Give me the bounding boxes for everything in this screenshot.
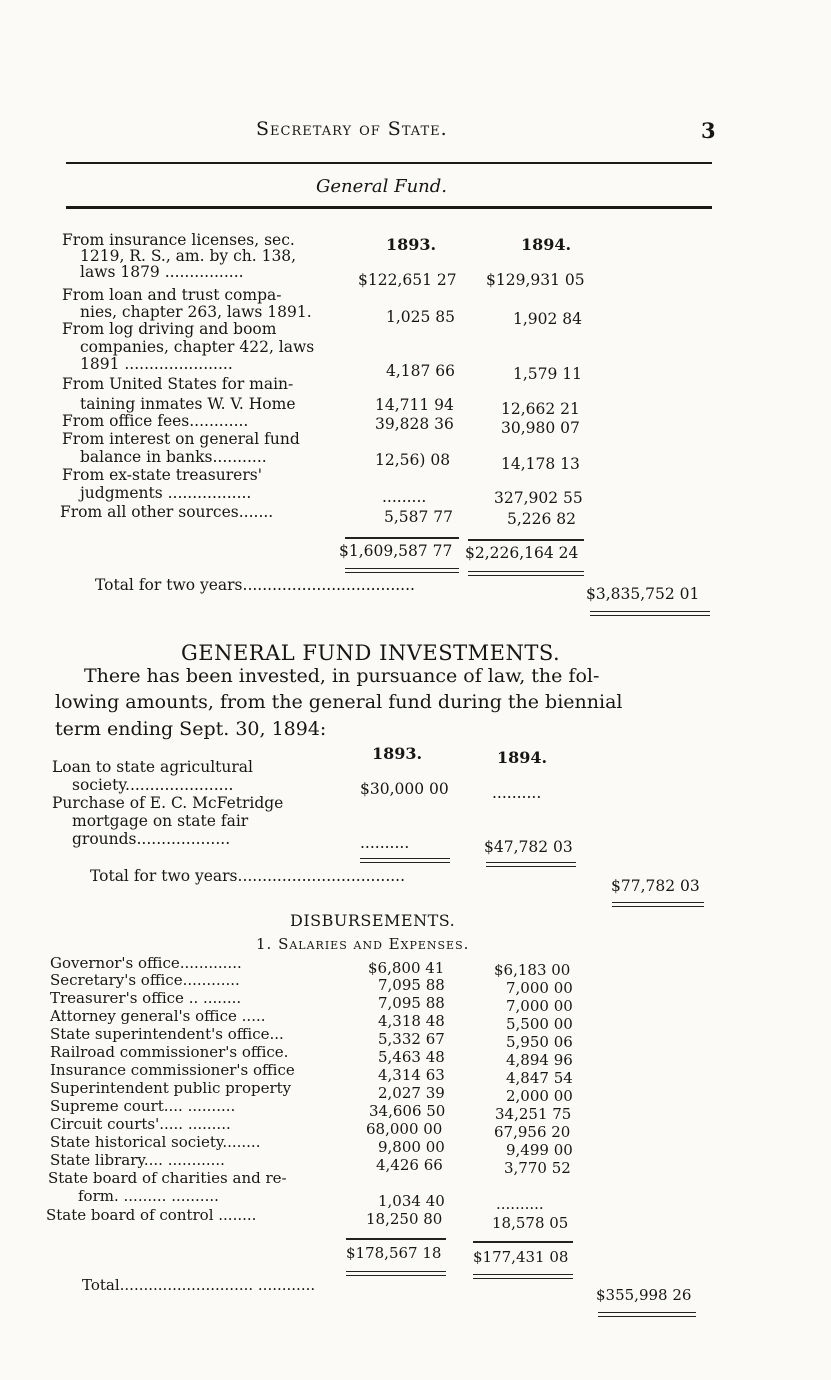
investment-row-label: Loan to state agricultural	[52, 758, 253, 776]
disbursement-value-1893: 5,463 48	[378, 1048, 445, 1066]
disbursement-value-1894: 7,000 00	[506, 997, 573, 1015]
disbursement-value-1893: 4,318 48	[378, 1012, 445, 1030]
investment-double-rule-1893	[360, 858, 450, 863]
fund-row-label: laws 1879 ................	[80, 263, 244, 281]
fund-row-label: From interest on general fund	[62, 430, 300, 448]
disbursement-row-label: State board of control ........	[46, 1206, 257, 1224]
investment-value-1893: $30,000 00	[360, 780, 449, 798]
fund-value-1893: .........	[382, 488, 427, 506]
disbursement-subtotal-rule-1894	[473, 1241, 573, 1243]
investments-total-value: $77,782 03	[611, 877, 700, 895]
disbursements-heading: DISBURSEMENTS.	[290, 911, 456, 930]
fund-row-label: From ex-state treasurers'	[62, 466, 262, 484]
grand-total-label: Total for two years...................................	[95, 576, 415, 594]
disbursement-value-1893: 18,250 80	[366, 1210, 443, 1228]
disbursement-value-1893: 7,095 88	[378, 994, 445, 1012]
disbursement-double-rule-1893	[346, 1271, 446, 1276]
grand-total-double-rule	[590, 611, 710, 616]
disbursements-total-double-rule	[598, 1312, 696, 1317]
disbursement-row-label: Circuit courts'..... .........	[50, 1115, 231, 1133]
fund-row-label: From office fees............	[62, 412, 249, 430]
fund-row-label: 1891 ......................	[80, 355, 233, 373]
fund-value-1894: 327,902 55	[494, 489, 583, 507]
fund-value-1894: 5,226 82	[507, 510, 577, 528]
disbursement-value-1894: 34,251 75	[495, 1105, 572, 1123]
fund-value-1893: 4,187 66	[386, 362, 456, 380]
fund-total-1894: $2,226,164 24	[465, 544, 579, 562]
investment-row-label: society......................	[72, 776, 234, 794]
year-1894-header: 1894.	[521, 235, 572, 254]
investment-value-1893: ..........	[360, 834, 410, 852]
year-1893-header: 1893.	[386, 235, 437, 254]
page-header-title: Secretary of State.	[256, 118, 448, 140]
disbursement-value-1893: 34,606 50	[369, 1102, 446, 1120]
investments-total-label: Total for two years..................................	[90, 867, 406, 885]
investment-row-label: Purchase of E. C. McFetridge	[52, 794, 284, 812]
disbursement-value-1893: 68,000 00	[366, 1120, 443, 1138]
disbursement-value-1894: 18,578 05	[492, 1214, 569, 1232]
disbursement-value-1894: 4,894 96	[506, 1051, 573, 1069]
total-double-rule-1894	[468, 571, 584, 576]
disbursement-value-1894: 9,499 00	[506, 1141, 573, 1159]
fund-value-1893: 12,56) 08	[375, 451, 451, 469]
investments-heading: GENERAL FUND INVESTMENTS.	[181, 641, 561, 665]
fund-row-label: From loan and trust compa-	[62, 286, 282, 304]
disbursement-row-label: Secretary's office............	[50, 971, 240, 989]
disbursement-value-1893: 5,332 67	[378, 1030, 445, 1048]
investment-value-1894: ..........	[492, 784, 542, 802]
subtotal-rule-1893	[345, 537, 459, 539]
investments-year-1894: 1894.	[497, 748, 548, 767]
disbursement-value-1893: 4,314 63	[378, 1066, 445, 1084]
disbursement-total-1894: $177,431 08	[473, 1248, 569, 1266]
disbursement-value-1894: 7,000 00	[506, 979, 573, 997]
disbursement-value-1893: 7,095 88	[378, 976, 445, 994]
disbursement-row-label: Treasurer's office .. ........	[50, 989, 242, 1007]
investments-paragraph-line: lowing amounts, from the general fund during the biennial	[55, 691, 623, 713]
fund-row-label: taining inmates W. V. Home	[80, 395, 296, 413]
disbursement-value-1894: 5,500 00	[506, 1015, 573, 1033]
investments-total-double-rule	[612, 902, 704, 907]
disbursement-row-label: form. ......... ..........	[78, 1187, 219, 1205]
disbursement-row-label: Supreme court.... ..........	[50, 1097, 236, 1115]
grand-total-value: $3,835,752 01	[586, 585, 700, 603]
fund-row-label: From all other sources.......	[60, 503, 274, 521]
fund-row-label: judgments .................	[80, 484, 252, 502]
fund-row-label: From insurance licenses, sec.	[62, 231, 295, 249]
general-fund-heading: General Fund.	[316, 176, 448, 197]
investment-row-label: grounds...................	[72, 830, 231, 848]
fund-value-1893: 1,025 85	[386, 308, 456, 326]
fund-value-1894: 12,662 21	[501, 400, 580, 418]
disbursement-total-1893: $178,567 18	[346, 1244, 442, 1262]
page-number: 3	[701, 118, 716, 143]
fund-total-1893: $1,609,587 77	[339, 542, 453, 560]
disbursement-value-1893: 4,426 66	[376, 1156, 443, 1174]
disbursements-total-label: Total............................ ............	[82, 1276, 316, 1294]
disbursement-row-label: State historical society........	[50, 1133, 261, 1151]
investment-value-1894: $47,782 03	[484, 838, 573, 856]
disbursement-double-rule-1894	[473, 1274, 573, 1279]
disbursement-value-1893: 9,800 00	[378, 1138, 445, 1156]
fund-row-label: 1219, R. S., am. by ch. 138,	[80, 247, 297, 265]
disbursement-value-1893: $6,800 41	[368, 959, 445, 977]
fund-value-1894: 1,902 84	[513, 310, 583, 328]
fund-value-1894: $129,931 05	[486, 271, 585, 289]
fund-value-1893: $122,651 27	[358, 271, 457, 289]
disbursement-value-1893: 2,027 39	[378, 1084, 445, 1102]
disbursement-value-1893: 1,034 40	[378, 1192, 445, 1210]
investments-year-1893: 1893.	[372, 744, 423, 763]
header-rule-bottom	[66, 206, 712, 209]
disbursement-row-label: Superintendent public property	[50, 1079, 292, 1097]
fund-value-1893: 39,828 36	[375, 415, 454, 433]
header-rule-top	[66, 162, 712, 164]
disbursement-value-1894: 3,770 52	[504, 1159, 571, 1177]
fund-row-label: companies, chapter 422, laws	[80, 338, 315, 356]
disbursement-row-label: Attorney general's office .....	[50, 1007, 266, 1025]
investment-double-rule-1894	[486, 862, 576, 867]
fund-value-1894: 1,579 11	[513, 365, 583, 383]
disbursement-subtotal-rule-1893	[346, 1238, 446, 1240]
disbursement-value-1894: 67,956 20	[494, 1123, 571, 1141]
investment-row-label: mortgage on state fair	[72, 812, 249, 830]
investments-paragraph-line: There has been invested, in pursuance of law, the fol-	[84, 665, 600, 687]
investments-paragraph-line: term ending Sept. 30, 1894:	[55, 718, 327, 740]
fund-row-label: From log driving and boom	[62, 320, 277, 338]
fund-value-1893: 5,587 77	[384, 508, 454, 526]
disbursement-value-1894: ..........	[496, 1195, 544, 1213]
fund-row-label: balance in banks...........	[80, 448, 267, 466]
disbursement-value-1894: 2,000 00	[506, 1087, 573, 1105]
disbursement-row-label: State board of charities and re-	[48, 1169, 287, 1187]
disbursement-row-label: State superintendent's office...	[50, 1025, 284, 1043]
fund-value-1894: 14,178 13	[501, 455, 580, 473]
disbursement-value-1894: $6,183 00	[494, 961, 571, 979]
disbursement-row-label: Insurance commissioner's office	[50, 1061, 295, 1079]
fund-row-label: nies, chapter 263, laws 1891.	[80, 303, 312, 321]
disbursements-subheading: 1. Salaries and Expenses.	[256, 935, 470, 953]
fund-row-label: From United States for main-	[62, 375, 294, 393]
disbursement-row-label: State library.... ............	[50, 1151, 225, 1169]
disbursements-total-value: $355,998 26	[596, 1286, 692, 1304]
total-double-rule-1893	[345, 568, 459, 573]
disbursement-value-1894: 5,950 06	[506, 1033, 573, 1051]
disbursement-row-label: Governor's office.............	[50, 954, 242, 972]
disbursement-row-label: Railroad commissioner's office.	[50, 1043, 289, 1061]
disbursement-value-1894: 4,847 54	[506, 1069, 573, 1087]
fund-value-1893: 14,711 94	[375, 396, 454, 414]
fund-value-1894: 30,980 07	[501, 419, 580, 437]
subtotal-rule-1894	[468, 539, 584, 541]
